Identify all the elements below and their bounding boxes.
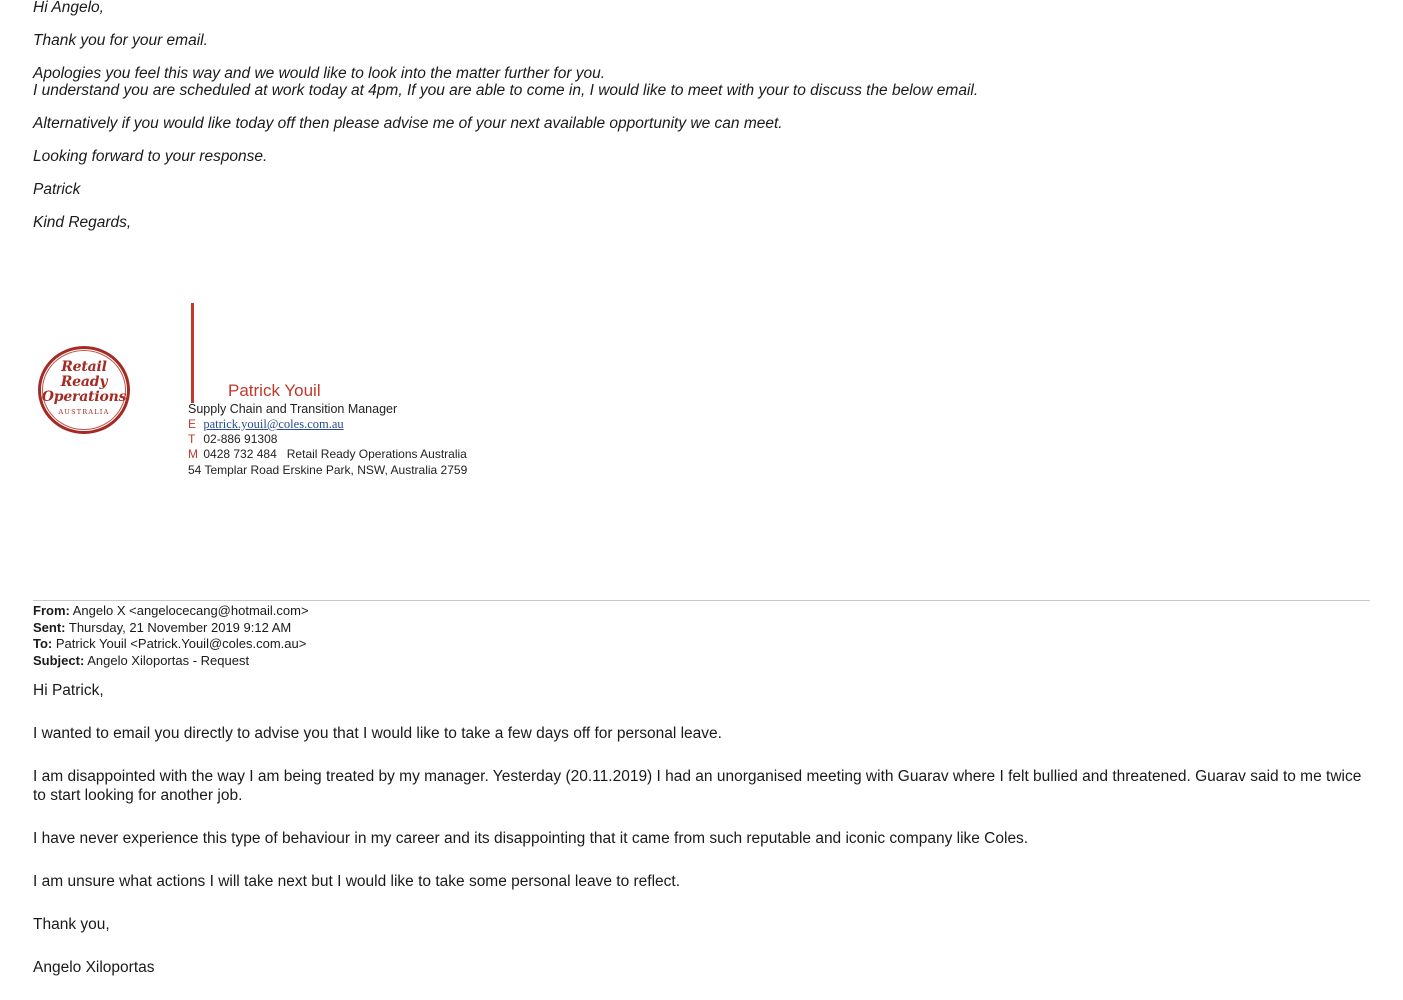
email-signature <box>33 303 1370 518</box>
signature-job-title: Supply Chain and Transition Manager <box>188 402 398 416</box>
logo-text: Retail Ready Operations <box>41 359 127 405</box>
reply-schedule: I understand you are scheduled at work today at 4pm, If you are able to come in, I would like to meet with your to discuss the below email. <box>33 82 979 99</box>
signature-name: Patrick Youil <box>228 381 321 400</box>
to-label: To: <box>33 636 53 651</box>
original-paragraph-2: I am disappointed with the way I am being treated by my manager. Yesterday (20.11.2019) I had an unorganised meeting with Guarav where I felt bullied and threatened. Guarav said to me twice to start looking for another job. <box>33 768 1362 804</box>
email-key-label: E <box>188 417 197 431</box>
reply-message-body <box>33 0 1370 231</box>
subject-value: Angelo Xiloportas - Request <box>87 652 250 668</box>
signature-details <box>188 381 888 478</box>
from-label: From: <box>33 603 70 618</box>
original-paragraph-1: I wanted to email you directly to advise you that I would like to take a few days off for personal leave. <box>33 725 722 742</box>
quoted-message-divider <box>33 600 1370 601</box>
reply-alternative: Alternatively if you would like today off then please advise me of your next available opportunity we can meet. <box>33 115 783 132</box>
quoted-to-row <box>33 636 309 653</box>
signature-email-link[interactable]: patrick.youil@coles.com.au <box>203 417 344 431</box>
signature-address: 54 Templar Road Erskine Park, NSW, Australia 2759 <box>188 463 468 477</box>
to-value: Patrick Youil <Patrick.Youil@coles.com.au> <box>55 636 307 651</box>
signature-mobile-row <box>188 447 888 462</box>
signature-email-row <box>188 417 888 432</box>
reply-sender-name: Patrick <box>33 181 81 198</box>
original-signoff: Angelo Xiloportas <box>33 959 155 976</box>
original-message-body <box>33 681 1370 977</box>
original-greeting: Hi Patrick, <box>33 682 104 699</box>
original-paragraph-3: I have never experience this type of behaviour in my career and its disappointing that it came from such reputable and iconic company like Coles. <box>33 830 1029 847</box>
phone-key-label: T <box>188 432 196 446</box>
quoted-message-header <box>33 603 309 669</box>
original-paragraph-4: I am unsure what actions I will take next but I would like to take some personal leave to reflect. <box>33 873 681 890</box>
sent-label: Sent: <box>33 619 66 635</box>
quoted-from-row <box>33 603 309 620</box>
reply-thanks: Thank you for your email. <box>33 32 208 49</box>
logo-subtext: AUSTRALIA <box>58 408 110 416</box>
signature-mobile-value: 0428 732 484 <box>203 447 277 461</box>
reply-closing-line: Looking forward to your response. <box>33 148 268 165</box>
subject-label: Subject: <box>33 652 85 668</box>
quoted-sent-row <box>33 620 309 637</box>
reply-apology: Apologies you feel this way and we would like to look into the matter further for you. <box>33 65 606 82</box>
signature-phone-row <box>188 432 888 447</box>
original-thanks: Thank you, <box>33 916 110 933</box>
from-value: Angelo X <angelocecang@hotmail.com> <box>72 603 309 618</box>
mobile-key-label: M <box>188 447 198 461</box>
signature-company-name: Retail Ready Operations Australia <box>286 447 467 461</box>
quoted-subject-row <box>33 653 309 670</box>
sent-value: Thursday, 21 November 2019 9:12 AM <box>68 619 292 635</box>
reply-greeting: Hi Angelo, <box>33 0 104 16</box>
reply-kind-regards: Kind Regards, <box>33 214 132 231</box>
retail-ready-operations-logo <box>38 346 134 436</box>
signature-phone-value: 02-886 91308 <box>203 432 278 446</box>
